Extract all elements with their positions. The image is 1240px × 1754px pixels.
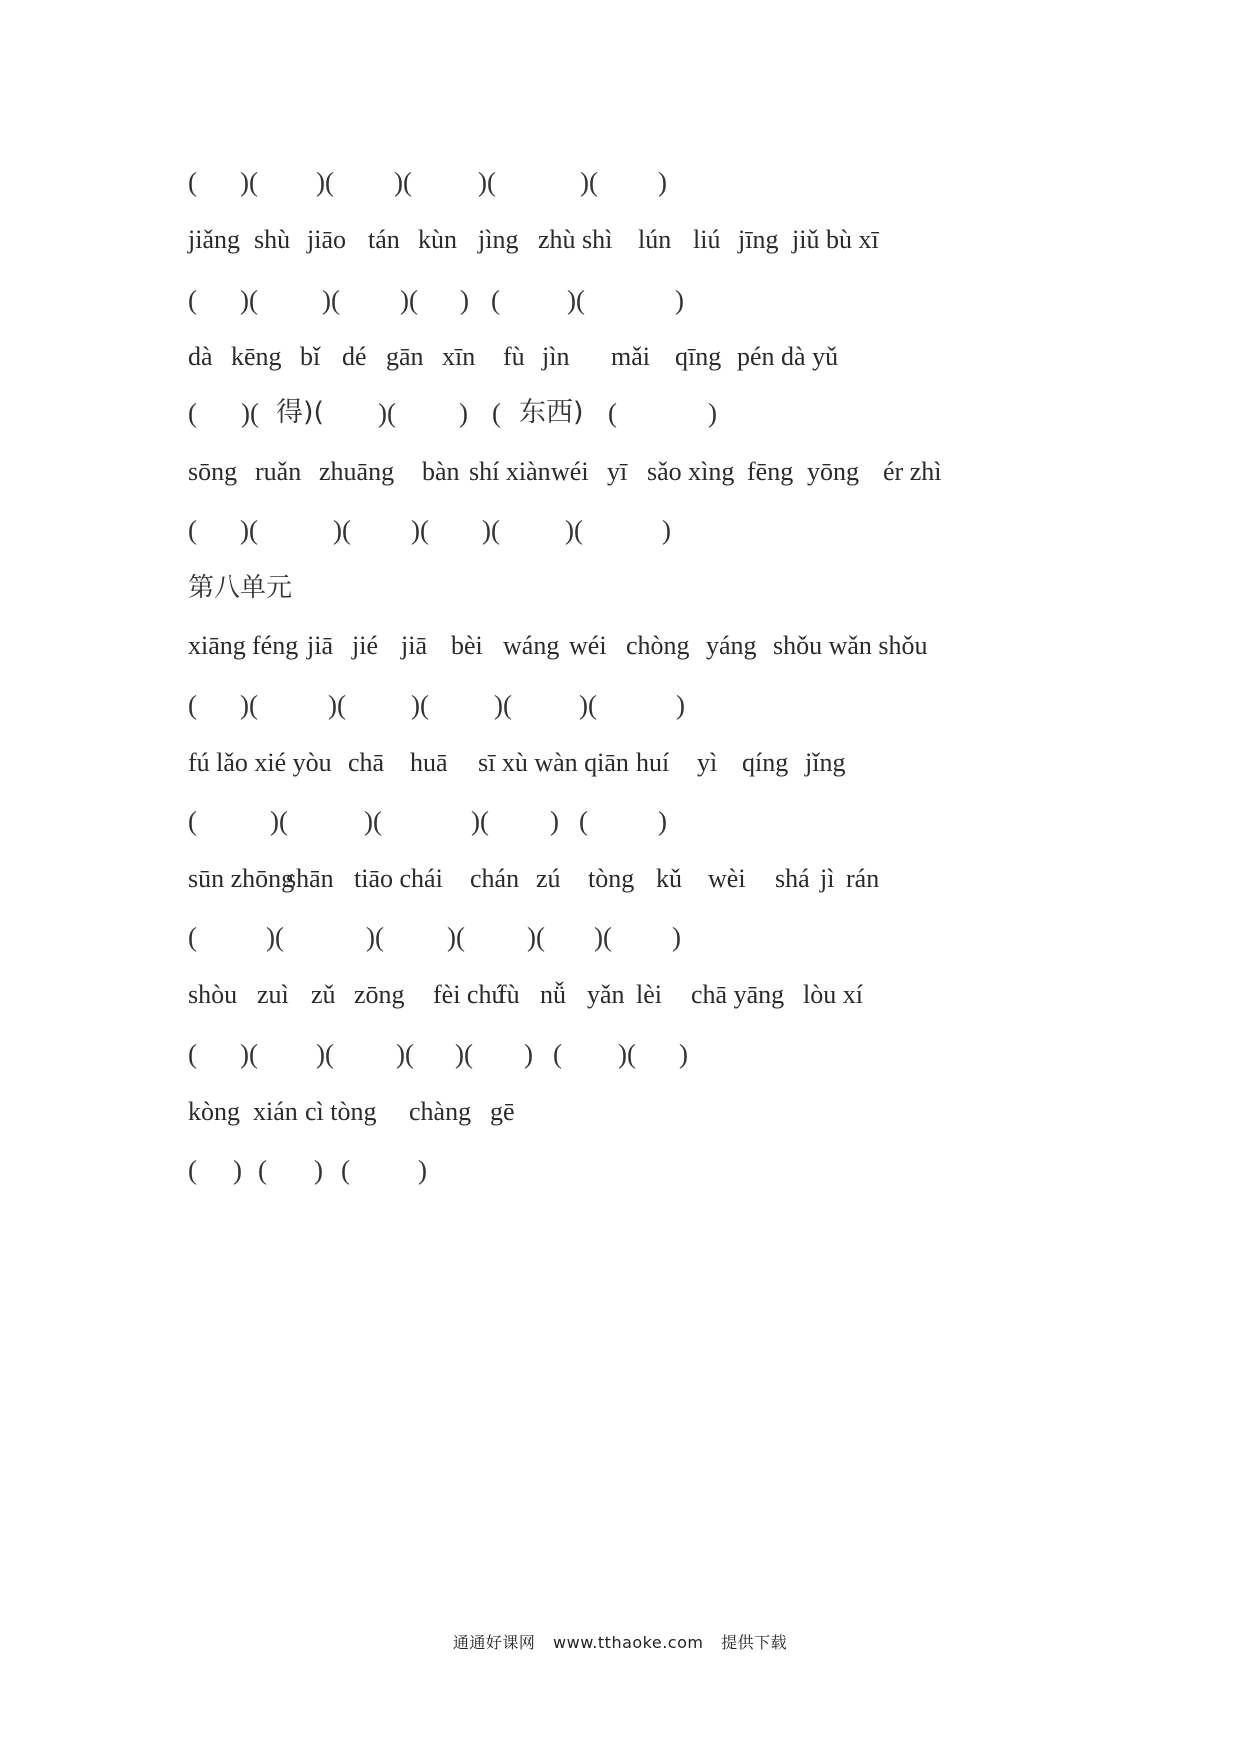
pinyin-word: wáng xyxy=(503,631,560,660)
pinyin-word: yōng xyxy=(807,457,859,486)
pinyin-word: dà xyxy=(188,342,213,371)
pinyin-word: qíng xyxy=(742,748,789,777)
pinyin-word: kòng xyxy=(188,1097,240,1126)
pinyin-word: huí xyxy=(636,748,670,777)
pinyin-word: ruǎn xyxy=(255,457,302,486)
answer-blank: ( xyxy=(188,398,197,428)
pinyin-word: zōng xyxy=(354,980,405,1009)
answer-blank: ) xyxy=(418,1155,427,1185)
pinyin-word: kùn xyxy=(418,225,457,254)
answer-blank: )( xyxy=(482,515,500,545)
pinyin-word: fú lǎo xié yòu xyxy=(188,748,332,777)
pinyin-word: lòu xí xyxy=(803,980,863,1009)
pinyin-word: yī xyxy=(607,457,628,486)
pinyin-word: jǐng xyxy=(805,748,846,777)
answer-blank: ( xyxy=(579,806,588,836)
pinyin-word: shù xyxy=(254,225,291,254)
pinyin-word: bèi xyxy=(451,631,483,660)
pinyin-word: kēng xyxy=(231,342,282,371)
pinyin-word: tiāo chái xyxy=(354,864,443,893)
pinyin-word: fèi chú xyxy=(433,980,505,1009)
pinyin-word: liú xyxy=(693,225,721,254)
pinyin-word: féng xyxy=(252,631,299,660)
answer-blank: ( xyxy=(188,690,197,720)
answer-blank: ( xyxy=(608,398,617,428)
answer-blank: )( xyxy=(266,922,284,952)
pinyin-word: jì xyxy=(820,864,835,893)
pinyin-word: lún xyxy=(638,225,672,254)
answer-blank: )( xyxy=(394,167,412,197)
answer-blank: ( xyxy=(553,1039,562,1069)
answer-blank: ) xyxy=(460,285,469,315)
pinyin-word: jìng xyxy=(478,225,519,254)
pinyin-word: jiǔ bù xī xyxy=(792,225,879,254)
pinyin-word: yì xyxy=(697,748,718,777)
answer-blank: ) xyxy=(658,806,667,836)
answer-blank: ) xyxy=(662,515,671,545)
answer-blank: )( xyxy=(378,398,396,428)
pinyin-word: dé xyxy=(342,342,367,371)
pinyin-word: bàn xyxy=(422,457,460,486)
pinyin-word: huā xyxy=(410,748,448,777)
pinyin-word: yǎn xyxy=(587,980,625,1009)
answer-blank: )( xyxy=(478,167,496,197)
pinyin-word: xiāng xyxy=(188,631,246,660)
answer-blank: ) xyxy=(672,922,681,952)
answer-blank: )( xyxy=(411,690,429,720)
pinyin-word: rán xyxy=(846,864,880,893)
answer-blank: ( xyxy=(491,285,500,315)
pinyin-word: ér zhì xyxy=(883,457,942,486)
answer-blank: )( xyxy=(455,1039,473,1069)
answer-blank: )( xyxy=(396,1039,414,1069)
pinyin-word: tòng xyxy=(588,864,635,893)
pinyin-word: qīng xyxy=(675,342,722,371)
pinyin-word: yáng xyxy=(706,631,757,660)
pinyin-word: fù xyxy=(498,980,520,1009)
answer-blank: )( xyxy=(240,167,258,197)
pinyin-word: sūn zhōng xyxy=(188,864,295,893)
pinyin-word: chán xyxy=(470,864,520,893)
pinyin-word: wéi xyxy=(569,631,607,660)
unit-title: 第八单元 xyxy=(188,573,293,603)
answer-blank: ( xyxy=(188,515,197,545)
answer-blank: ( xyxy=(188,285,197,315)
pinyin-word: gān xyxy=(386,342,424,371)
pinyin-word: cì tòng xyxy=(305,1097,377,1126)
pinyin-word: zǔ xyxy=(311,980,336,1009)
pinyin-word: chàng xyxy=(409,1097,472,1126)
footer-url[interactable]: www.tthaoke.com xyxy=(553,1633,704,1652)
answer-blank: )( xyxy=(240,690,258,720)
answer-blank: ( xyxy=(188,922,197,952)
pinyin-word: wéi xyxy=(551,457,589,486)
answer-blank: )( xyxy=(579,690,597,720)
answer-blank: )( xyxy=(364,806,382,836)
answer-blank: )( xyxy=(618,1039,636,1069)
answer-blank: )( xyxy=(594,922,612,952)
answer-blank: ) xyxy=(314,1155,323,1185)
answer-blank: )( xyxy=(322,285,340,315)
pinyin-word: jiāo xyxy=(307,225,346,254)
pinyin-word: sōng xyxy=(188,457,238,486)
answer-blank: )( xyxy=(400,285,418,315)
footer-suffix: 提供下载 xyxy=(721,1633,788,1652)
answer-blank: ) xyxy=(233,1155,242,1185)
answer-blank: 得)( xyxy=(276,397,325,428)
pinyin-word: fēng xyxy=(747,457,794,486)
answer-blank: )( xyxy=(366,922,384,952)
answer-blank: )( xyxy=(333,515,351,545)
pinyin-word: zhuāng xyxy=(319,457,395,486)
pinyin-word: nǚ xyxy=(540,980,566,1009)
pinyin-word: jìn xyxy=(542,342,570,371)
answer-blank: ) xyxy=(676,690,685,720)
answer-blank: )( xyxy=(447,922,465,952)
pinyin-word: chā xyxy=(348,748,385,777)
pinyin-word: fù xyxy=(503,342,525,371)
answer-blank: ( xyxy=(188,806,197,836)
answer-blank: ( xyxy=(258,1155,267,1185)
pinyin-word: mǎi xyxy=(611,342,650,371)
answer-blank: 东西) xyxy=(519,397,584,428)
pinyin-word: jié xyxy=(352,631,378,660)
pinyin-word: wèi xyxy=(708,864,746,893)
footer xyxy=(0,1630,1240,1653)
answer-blank: ( xyxy=(188,167,197,197)
answer-blank: )( xyxy=(316,167,334,197)
answer-blank: )( xyxy=(411,515,429,545)
pinyin-word: shān xyxy=(286,864,334,893)
answer-blank: )( xyxy=(328,690,346,720)
pinyin-word: shòu xyxy=(188,980,238,1009)
answer-blank: ) xyxy=(459,398,468,428)
answer-blank: )( xyxy=(580,167,598,197)
answer-blank: ) xyxy=(679,1039,688,1069)
answer-blank: )( xyxy=(565,515,583,545)
pinyin-word: jiā xyxy=(307,631,333,660)
answer-blank: )( xyxy=(527,922,545,952)
pinyin-word: gē xyxy=(490,1097,515,1126)
answer-blank: ( xyxy=(492,398,501,428)
pinyin-word: sǎo xìng xyxy=(647,457,735,486)
answer-blank: )( xyxy=(471,806,489,836)
answer-blank: )( xyxy=(494,690,512,720)
pinyin-word: jiǎng xyxy=(188,225,240,254)
pinyin-word: xián xyxy=(253,1097,298,1126)
answer-blank: ( xyxy=(188,1039,197,1069)
answer-blank: ( xyxy=(188,1155,197,1185)
pinyin-word: zhù shì xyxy=(538,225,613,254)
footer-site-name: 通通好课网 xyxy=(452,1633,536,1652)
pinyin-word: chòng xyxy=(626,631,690,660)
answer-blank: )( xyxy=(316,1039,334,1069)
pinyin-word: zú xyxy=(536,864,561,893)
pinyin-word: chā yāng xyxy=(691,980,785,1009)
answer-blank: )( xyxy=(240,1039,258,1069)
pinyin-word: zuì xyxy=(257,980,289,1009)
answer-blank: )( xyxy=(270,806,288,836)
answer-blank: ) xyxy=(675,285,684,315)
pinyin-word: xīn xyxy=(442,342,476,371)
pinyin-word: bǐ xyxy=(300,342,321,371)
pinyin-word: kǔ xyxy=(656,864,682,893)
pinyin-word: pén dà yǔ xyxy=(737,342,839,371)
answer-blank: )( xyxy=(240,515,258,545)
pinyin-word: shí xiàn xyxy=(469,457,551,486)
pinyin-word: tán xyxy=(368,225,400,254)
pinyin-word: jiā xyxy=(401,631,427,660)
answer-blank: )( xyxy=(567,285,585,315)
answer-blank: ) xyxy=(524,1039,533,1069)
pinyin-word: sī xù wàn qiān xyxy=(478,748,629,777)
answer-blank: )( xyxy=(240,285,258,315)
answer-blank: ( xyxy=(341,1155,350,1185)
answer-blank: ) xyxy=(550,806,559,836)
answer-blank: )( xyxy=(241,398,259,428)
pinyin-word: lèi xyxy=(636,980,662,1009)
answer-blank: ) xyxy=(658,167,667,197)
pinyin-word: shá xyxy=(775,864,810,893)
answer-blank: ) xyxy=(708,398,717,428)
pinyin-word: shǒu wǎn shǒu xyxy=(773,631,928,660)
pinyin-word: jīng xyxy=(738,225,779,254)
